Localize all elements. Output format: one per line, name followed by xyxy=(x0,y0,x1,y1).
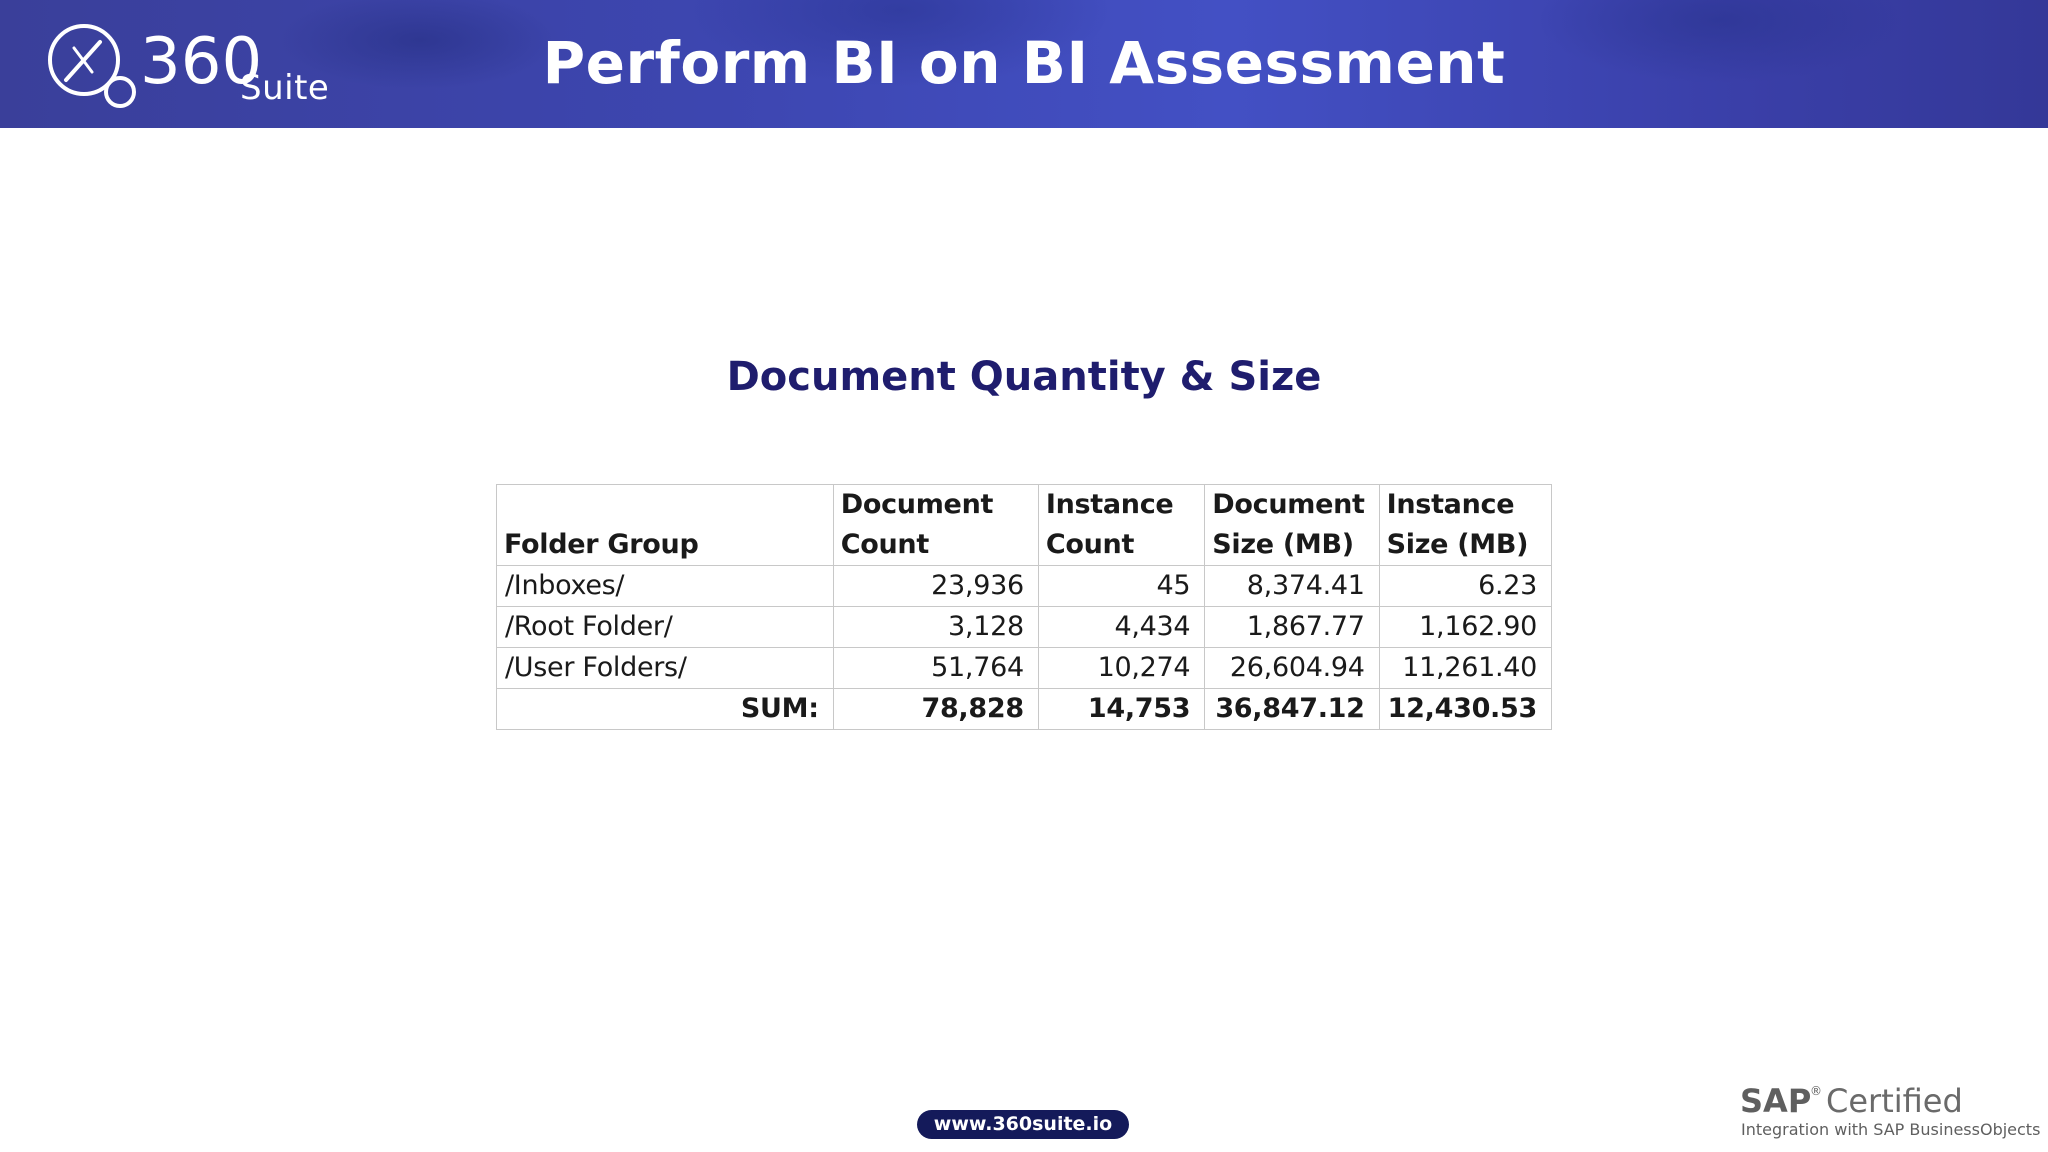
header-line: Count xyxy=(1045,529,1135,560)
sap-certified-label: Certified xyxy=(1826,1082,1963,1120)
cell-document-count: 3,128 xyxy=(833,607,1038,648)
header-line: Folder Group xyxy=(504,529,699,560)
cell-instance-count: 45 xyxy=(1038,566,1204,607)
cell-sum-label: SUM: xyxy=(497,689,834,730)
table-row xyxy=(497,648,1552,689)
cell-sum-document-count: 78,828 xyxy=(833,689,1038,730)
header-line: Instance xyxy=(1045,489,1174,520)
cell-instance-size: 6.23 xyxy=(1379,566,1551,607)
header-line: Size (MB) xyxy=(1212,529,1354,560)
sap-integration-text: Integration with SAP BusinessObjects xyxy=(1741,1120,2041,1139)
cell-sum-instance-count: 14,753 xyxy=(1038,689,1204,730)
table-row xyxy=(497,566,1552,607)
cell-folder: /Root Folder/ xyxy=(497,607,834,648)
cell-document-count: 51,764 xyxy=(833,648,1038,689)
header-document-count xyxy=(833,485,1038,566)
page-title: Perform BI on BI Assessment xyxy=(542,29,1506,97)
cell-folder: /User Folders/ xyxy=(497,648,834,689)
cell-instance-size: 1,162.90 xyxy=(1379,607,1551,648)
sap-brand: SAP xyxy=(1740,1082,1812,1120)
cell-document-count: 23,936 xyxy=(833,566,1038,607)
cell-instance-size: 11,261.40 xyxy=(1379,648,1551,689)
cell-instance-count: 4,434 xyxy=(1038,607,1204,648)
header-line: Document xyxy=(1212,489,1365,520)
logo-suite: Suite xyxy=(240,68,330,108)
header-line: Document xyxy=(840,489,994,520)
registered-mark: ® xyxy=(1810,1084,1822,1098)
header-banner xyxy=(0,0,2048,128)
cell-folder: /Inboxes/ xyxy=(497,566,834,607)
header-document-size xyxy=(1205,485,1379,566)
section-title: Document Quantity & Size xyxy=(726,354,1322,400)
table-sum-row xyxy=(497,689,1552,730)
header-instance-size xyxy=(1379,485,1551,566)
cell-document-size: 8,374.41 xyxy=(1205,566,1379,607)
header-line: Size (MB) xyxy=(1386,529,1529,560)
sap-certified-badge xyxy=(1740,1082,2041,1142)
cell-document-size: 1,867.77 xyxy=(1205,607,1379,648)
header-instance-count xyxy=(1038,485,1204,566)
cell-sum-instance-size: 12,430.53 xyxy=(1379,689,1551,730)
logo-number: 360 xyxy=(140,25,263,99)
website-link[interactable]: www.360suite.io xyxy=(917,1110,1129,1139)
header-folder-group xyxy=(497,485,834,566)
table-header-row xyxy=(497,485,1552,566)
table-row xyxy=(497,607,1552,648)
cell-sum-document-size: 36,847.12 xyxy=(1205,689,1379,730)
header-line: Count xyxy=(840,529,929,560)
cell-instance-count: 10,274 xyxy=(1038,648,1204,689)
cell-document-size: 26,604.94 xyxy=(1205,648,1379,689)
document-table-container xyxy=(496,484,1552,730)
header-line: Instance xyxy=(1386,489,1515,520)
document-quantity-table xyxy=(496,484,1552,730)
